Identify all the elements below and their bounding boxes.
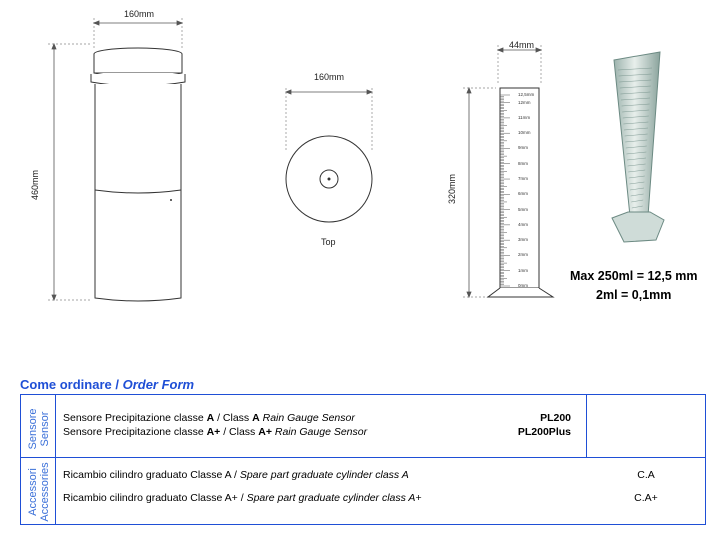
scale-label: 9mm [518,145,528,151]
class-value: A [252,412,260,424]
scale-label: 10mm [518,130,531,136]
product-code: PL200 [540,412,571,424]
scale-label: 8mm [518,160,528,166]
scale-label: 4mm [518,221,528,227]
scale-label: 11mm [518,114,531,120]
row-text-english: Rain Gauge Sensor [259,412,355,424]
row-text: Ricambio cilindro graduato Classe A+ / [63,492,247,504]
cylinder-width-label: 44mm [509,40,535,50]
top-caption: Top [321,237,336,247]
table-row [63,469,409,481]
row-text-english: Rain Gauge Sensor [271,426,368,438]
top-width-label: 160mm [314,72,345,82]
product-code: PL200Plus [517,426,571,438]
side-height-label: 460mm [30,169,40,200]
row-text: Sensore Precipitazione classe [63,426,207,438]
title-english: Order Form [122,377,195,392]
order-table [20,394,706,525]
accessories-section-label [27,456,51,528]
acc-label-en: Accessories [39,462,51,522]
row-text-english: Spare part graduate cylinder class A [239,469,409,481]
scale-label: 2mm [518,252,528,258]
scale-label: 12mm [518,99,531,105]
row-text: Sensore Precipitazione classe [63,412,207,424]
scale-label: 7mm [518,176,528,182]
row-text-english: Spare part graduate cylinder class A+ [246,492,422,504]
row-text: / Class [220,426,259,438]
product-code: C.A+ [634,492,658,504]
class-value: A+ [258,426,272,438]
cylinder-photo [614,52,660,216]
title-separator: / [111,377,123,392]
title-italian: Come ordinare [20,377,112,392]
scale-label: 12,5mm [518,92,535,97]
class-value: A [206,412,215,424]
row-text: / Class [214,412,253,424]
order-form-title [20,377,194,392]
cylinder-height-label: 320mm [447,173,457,204]
max-capacity-text: Max 250ml = 12,5 mm [570,269,698,283]
table-row [63,426,367,438]
table-row [63,492,422,504]
row-text: Ricambio cilindro graduato Classe A / [63,469,240,481]
scale-label: 6mm [518,191,528,197]
scale-label: 5mm [518,206,528,212]
scale-label: 0mm [518,283,528,288]
acc-label-it: Accessori [27,468,39,516]
sensor-label-en: Sensor [39,411,51,447]
sensor-label-it: Sensore [27,408,39,450]
product-code: C.A [637,469,655,481]
class-value: A+ [206,426,221,438]
resolution-text: 2ml = 0,1mm [596,288,672,302]
sensor-section-label [27,399,51,459]
table-row [63,412,355,424]
scale-label: 1mm [518,267,528,273]
scale-label: 3mm [518,237,528,243]
side-width-label: 160mm [124,9,155,19]
